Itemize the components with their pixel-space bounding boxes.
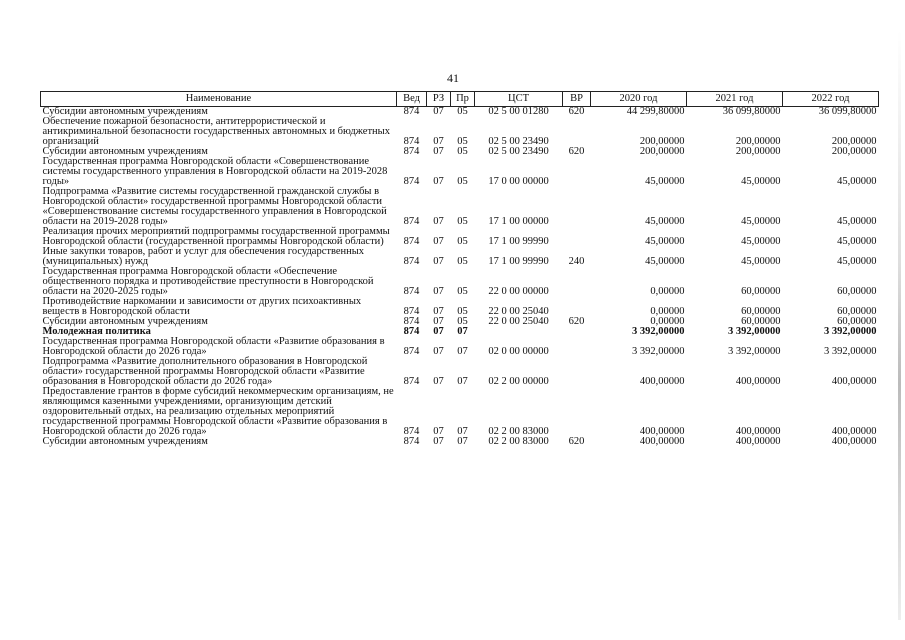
cell-y2020: 0,00000 xyxy=(650,316,685,327)
cell-rz: 07 xyxy=(433,146,444,157)
cell-name: Иные закупки товаров, работ и услуг для обеспечения государственных (муниципальных) нужд xyxy=(42,246,365,267)
cell-pr: 05 xyxy=(457,256,468,267)
cell-y2021: 60,00000 xyxy=(741,306,781,317)
cell-y2020: 45,00000 xyxy=(645,176,685,187)
cell-pr: 05 xyxy=(457,306,468,317)
cell-rz: 07 xyxy=(433,256,444,267)
cell-vr xyxy=(563,157,591,187)
cell-vr xyxy=(563,387,591,437)
cell-vr xyxy=(563,297,591,317)
cell-pr: 05 xyxy=(457,146,468,157)
cell-ved: 874 xyxy=(403,426,420,437)
cell-pr: 07 xyxy=(457,326,468,337)
cell-y2021: 400,00000 xyxy=(735,426,781,437)
cell-name: Молодежная политика xyxy=(42,326,151,337)
cell-vr xyxy=(563,187,591,227)
header-name: Наименование xyxy=(41,92,397,107)
cell-y2021: 45,00000 xyxy=(741,176,781,187)
cell-ved: 874 xyxy=(403,316,420,327)
cell-y2020: 0,00000 xyxy=(650,286,685,297)
cell-rz: 07 xyxy=(433,376,444,387)
cell-y2020: 3 392,00000 xyxy=(632,346,685,357)
header-2021: 2021 год xyxy=(687,92,783,107)
cell-rz: 07 xyxy=(433,316,444,327)
cell-cst: 17 1 00 99990 xyxy=(488,256,549,267)
header-ved: Вед xyxy=(397,92,427,107)
header-rz: РЗ xyxy=(427,92,451,107)
cell-cst: 22 0 00 00000 xyxy=(488,286,549,297)
cell-y2020: 44 299,80000 xyxy=(626,106,685,117)
cell-y2021: 45,00000 xyxy=(741,256,781,267)
cell-rz: 07 xyxy=(433,426,444,437)
cell-name: Государственная программа Новгородской области «Обеспечение общественного порядка и противодействие преступности в Новгородской области на 2020-2025 годы» xyxy=(42,266,374,297)
cell-vr xyxy=(563,337,591,357)
cell-vr: 620 xyxy=(568,436,585,447)
cell-rz: 07 xyxy=(433,216,444,227)
cell-name: Субсидии автономным учреждениям xyxy=(42,146,208,157)
cell-rz: 07 xyxy=(433,236,444,247)
table-body xyxy=(41,107,879,448)
cell-name: Субсидии автономным учреждениям xyxy=(42,106,208,117)
cell-y2020: 400,00000 xyxy=(639,426,685,437)
cell-y2020: 45,00000 xyxy=(645,236,685,247)
cell-name: Подпрограмма «Развитие системы государственной гражданской службы в Новгородской области» государственной программы Новгородской области «Совершенствование системы государственного управления в Новгородской области на 2019-2028 годы» xyxy=(42,186,387,227)
cell-y2022: 60,00000 xyxy=(837,306,877,317)
table-row xyxy=(41,187,879,227)
cell-rz: 07 xyxy=(433,176,444,187)
cell-y2020: 400,00000 xyxy=(639,436,685,447)
cell-y2021: 3 392,00000 xyxy=(728,346,781,357)
cell-pr: 05 xyxy=(457,106,468,117)
table-row xyxy=(41,357,879,387)
header-cst: ЦСТ xyxy=(475,92,563,107)
cell-ved: 874 xyxy=(403,176,420,187)
cell-y2021: 3 392,00000 xyxy=(728,326,781,337)
table-row xyxy=(41,117,879,147)
cell-name: Субсидии автономным учреждениям xyxy=(42,316,208,327)
cell-y2021: 400,00000 xyxy=(735,436,781,447)
cell-y2022: 60,00000 xyxy=(837,286,877,297)
table-row xyxy=(41,337,879,357)
cell-y2022: 45,00000 xyxy=(837,256,877,267)
cell-ved: 874 xyxy=(403,106,420,117)
cell-y2022: 200,00000 xyxy=(831,136,877,147)
cell-y2021: 45,00000 xyxy=(741,216,781,227)
cell-cst: 02 5 00 01280 xyxy=(488,106,549,117)
header-vr: ВР xyxy=(563,92,591,107)
cell-y2020: 200,00000 xyxy=(639,136,685,147)
cell-y2022: 400,00000 xyxy=(831,426,877,437)
cell-ved: 874 xyxy=(403,136,420,147)
cell-vr: 620 xyxy=(568,106,585,117)
cell-vr xyxy=(563,327,591,337)
scan-edge-shadow xyxy=(898,30,901,620)
cell-rz: 07 xyxy=(433,346,444,357)
cell-pr: 07 xyxy=(457,426,468,437)
cell-pr: 05 xyxy=(457,236,468,247)
cell-pr: 05 xyxy=(457,286,468,297)
cell-name: Предоставление грантов в форме субсидий некоммерческим организациям, не являющимся казенными учреждениями, организующим детский оздоровительный отдых, на реализацию отдельных мероприятий государственной программы Новгородской области «Развитие образования в Новгородской области до 2026 года» xyxy=(42,386,394,437)
cell-y2021: 60,00000 xyxy=(741,316,781,327)
cell-name: Противодействие наркомании и зависимости от других психоактивных веществ в Новгородской области xyxy=(42,296,362,317)
table-row xyxy=(41,387,879,437)
cell-y2022: 45,00000 xyxy=(837,236,877,247)
header-2022: 2022 год xyxy=(783,92,879,107)
cell-y2020: 400,00000 xyxy=(639,376,685,387)
cell-pr: 07 xyxy=(457,376,468,387)
cell-y2022: 45,00000 xyxy=(837,176,877,187)
cell-ved: 874 xyxy=(403,146,420,157)
page-number: 41 xyxy=(447,71,459,85)
header-pr: Пр xyxy=(451,92,475,107)
table-row xyxy=(41,437,879,447)
header-2020: 2020 год xyxy=(591,92,687,107)
cell-name: Субсидии автономным учреждениям xyxy=(42,436,208,447)
cell-vr xyxy=(563,227,591,247)
cell-cst: 17 1 00 99990 xyxy=(488,236,549,247)
cell-pr: 05 xyxy=(457,136,468,147)
cell-y2022: 200,00000 xyxy=(831,146,877,157)
cell-y2021: 200,00000 xyxy=(735,146,781,157)
cell-vr: 620 xyxy=(568,146,585,157)
cell-name: Подпрограмма «Развитие дополнительного образования в Новгородской области» государственной программы Новгородской области «Развитие образования в Новгородской области до 2026 года» xyxy=(42,356,368,387)
cell-ved: 874 xyxy=(403,376,420,387)
table-row xyxy=(41,247,879,267)
cell-y2021: 200,00000 xyxy=(735,136,781,147)
cell-y2022: 3 392,00000 xyxy=(824,346,877,357)
cell-cst: 02 2 00 00000 xyxy=(488,376,549,387)
cell-pr: 05 xyxy=(457,316,468,327)
cell-ved: 874 xyxy=(403,256,420,267)
cell-ved: 874 xyxy=(403,326,420,337)
cell-name: Государственная программа Новгородской области «Развитие образования в Новгородской области до 2026 года» xyxy=(42,336,385,357)
cell-y2022: 36 099,80000 xyxy=(818,106,877,117)
cell-y2021: 60,00000 xyxy=(741,286,781,297)
cell-ved: 874 xyxy=(403,436,420,447)
cell-cst: 17 1 00 00000 xyxy=(488,216,549,227)
cell-cst: 02 2 00 83000 xyxy=(488,436,549,447)
cell-y2022: 45,00000 xyxy=(837,216,877,227)
cell-y2022: 3 392,00000 xyxy=(824,326,877,337)
cell-name: Обеспечение пожарной безопасности, антитеррористической и антикриминальной безопасности государственных автономных и бюджетных организаций xyxy=(42,116,390,147)
table-header-row xyxy=(41,92,879,107)
cell-y2020: 0,00000 xyxy=(650,306,685,317)
cell-rz: 07 xyxy=(433,286,444,297)
cell-cst: 22 0 00 25040 xyxy=(488,306,549,317)
cell-y2020: 45,00000 xyxy=(645,256,685,267)
cell-y2020: 45,00000 xyxy=(645,216,685,227)
cell-y2022: 60,00000 xyxy=(837,316,877,327)
cell-rz: 07 xyxy=(433,326,444,337)
cell-y2021: 45,00000 xyxy=(741,236,781,247)
cell-vr: 240 xyxy=(568,256,585,267)
cell-pr: 07 xyxy=(457,346,468,357)
cell-y2020: 3 392,00000 xyxy=(632,326,685,337)
table-row xyxy=(41,227,879,247)
cell-y2021: 400,00000 xyxy=(735,376,781,387)
cell-ved: 874 xyxy=(403,346,420,357)
cell-cst xyxy=(475,327,563,337)
table-row xyxy=(41,297,879,317)
cell-cst: 22 0 00 25040 xyxy=(488,316,549,327)
cell-pr: 07 xyxy=(457,436,468,447)
cell-cst: 02 5 00 23490 xyxy=(488,136,549,147)
cell-y2022: 400,00000 xyxy=(831,376,877,387)
cell-vr xyxy=(563,357,591,387)
cell-cst: 02 0 00 00000 xyxy=(488,346,549,357)
cell-y2021: 36 099,80000 xyxy=(722,106,781,117)
cell-y2020: 200,00000 xyxy=(639,146,685,157)
cell-cst: 17 0 00 00000 xyxy=(488,176,549,187)
cell-vr xyxy=(563,267,591,297)
cell-vr xyxy=(563,117,591,147)
cell-rz: 07 xyxy=(433,136,444,147)
cell-cst: 02 2 00 83000 xyxy=(488,426,549,437)
cell-ved: 874 xyxy=(403,306,420,317)
cell-name: Реализация прочих мероприятий подпрограммы государственной программы Новгородской области (государственной программы Новгородской области) xyxy=(42,226,390,247)
cell-pr: 05 xyxy=(457,216,468,227)
cell-pr: 05 xyxy=(457,176,468,187)
cell-name: Государственная программа Новгородской области «Совершенствование системы государственного управления в Новгородской области на 2019-2028 годы» xyxy=(42,156,388,187)
table-row xyxy=(41,267,879,297)
cell-ved: 874 xyxy=(403,216,420,227)
cell-ved: 874 xyxy=(403,236,420,247)
cell-ved: 874 xyxy=(403,286,420,297)
table-row xyxy=(41,157,879,187)
cell-vr: 620 xyxy=(568,316,585,327)
cell-rz: 07 xyxy=(433,106,444,117)
cell-rz: 07 xyxy=(433,306,444,317)
cell-y2022: 400,00000 xyxy=(831,436,877,447)
cell-rz: 07 xyxy=(433,436,444,447)
budget-table xyxy=(40,91,879,447)
cell-cst: 02 5 00 23490 xyxy=(488,146,549,157)
